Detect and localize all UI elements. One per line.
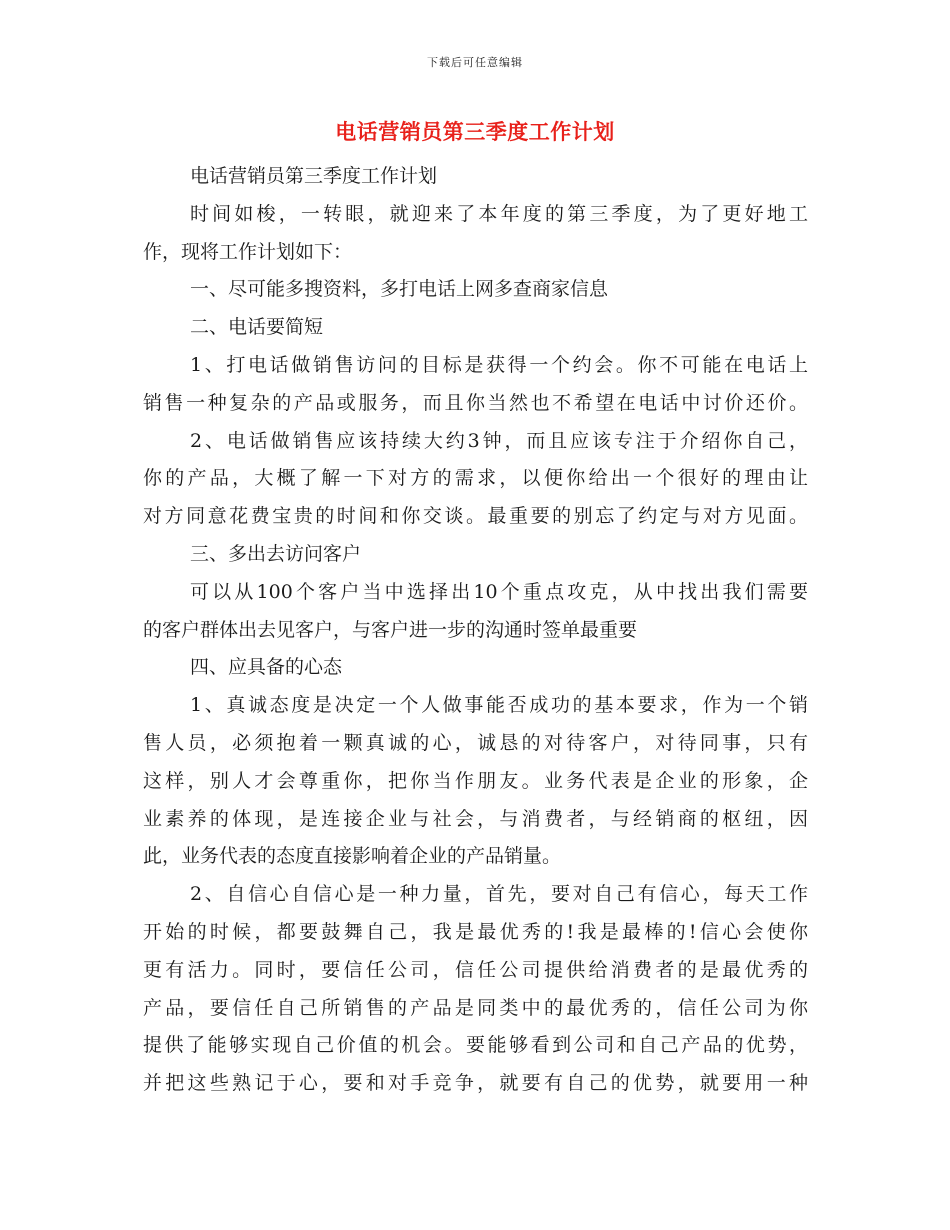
text-line [143,725,808,763]
page-header-note: 下载后可任意编辑 [427,56,523,69]
text-line-content: 四、应具备的心态 [190,656,343,679]
text-line [143,423,808,461]
text-line-content: 业素养的体现，是连接企业与社会，与消费者，与经销商的枢纽，因 [143,807,808,830]
text-line-content: 产品，要信任自己所销售的产品是同类中的最优秀的，信任公司为你 [143,996,808,1019]
text-line-content: 电话营销员第三季度工作计划 [190,165,438,187]
text-line-content: 二、电话要简短 [190,316,324,339]
text-line [143,763,808,801]
text-line [143,196,808,234]
text-line [143,385,808,423]
text-line-content: 你的产品，大概了解一下对方的需求，以便你给出一个很好的理由让 [143,467,808,490]
text-line-content: 1、真诚态度是决定一个人做事能否成功的基本要求，作为一个销 [190,694,808,717]
text-line-content: 开始的时候，都要鼓舞自己，我是最优秀的!我是最棒的!信心会使你 [143,920,808,943]
text-line [143,498,808,536]
text-line [143,309,808,347]
text-line-content: 2、电话做销售应该持续大约3钟，而且应该专注于介绍你自己， [190,429,808,452]
text-line-content: 更有活力。同时，要信任公司，信任公司提供给消费者的是最优秀的 [143,958,808,981]
text-line [143,914,808,952]
text-line [143,1065,808,1103]
text-line [143,1027,808,1065]
text-line [143,649,808,687]
text-line [143,271,808,309]
text-line-content: 作，现将工作计划如下： [143,240,353,263]
text-line [143,158,808,196]
text-line-content: 提供了能够实现自己价值的机会。要能够看到公司和自己产品的优势， [143,1034,808,1057]
text-line [143,876,808,914]
text-line [143,952,808,990]
text-line [143,838,808,876]
text-line-content: 对方同意花费宝贵的时间和你交谈。最重要的别忘了约定与对方见面。 [143,505,808,528]
document-title: 电话营销员第三季度工作计划 [335,119,615,144]
text-line-content: 的客户群体出去见客户，与客户进一步的沟通时签单最重要 [143,618,638,641]
text-line-content: 一、尽可能多搜资料，多打电话上网多查商家信息 [190,278,609,301]
text-line-content: 三、多出去访问客户 [190,542,362,565]
document-body [143,158,808,1103]
text-line-content: 时间如梭，一转眼，就迎来了本年度的第三季度，为了更好地工 [190,202,808,225]
text-line [143,347,808,385]
text-line [143,687,808,725]
text-line [143,536,808,574]
text-line [143,990,808,1028]
text-line-content: 1、打电话做销售访问的目标是获得一个约会。你不可能在电话上 [190,353,808,376]
text-line-content: 这样，别人才会尊重你，把你当作朋友。业务代表是企业的形象，企 [143,769,808,792]
text-line-content: 售人员，必须抱着一颗真诚的心，诚恳的对待客户，对待同事，只有 [143,731,808,754]
text-line [143,801,808,839]
text-line [143,234,808,272]
text-line [143,574,808,612]
text-line-content: 可以从100个客户当中选择出10个重点攻克，从中找出我们需要 [190,580,808,603]
text-line [143,460,808,498]
text-line-content: 2、自信心自信心是一种力量，首先，要对自己有信心，每天工作 [190,883,808,906]
text-line-content: 并把这些熟记于心，要和对手竞争，就要有自己的优势，就要用一种 [143,1072,808,1095]
text-line-content: 销售一种复杂的产品或服务，而且你当然也不希望在电话中讨价还价。 [143,391,808,414]
text-line [143,612,808,650]
text-line-content: 此，业务代表的态度直接影响着企业的产品销量。 [143,845,562,868]
